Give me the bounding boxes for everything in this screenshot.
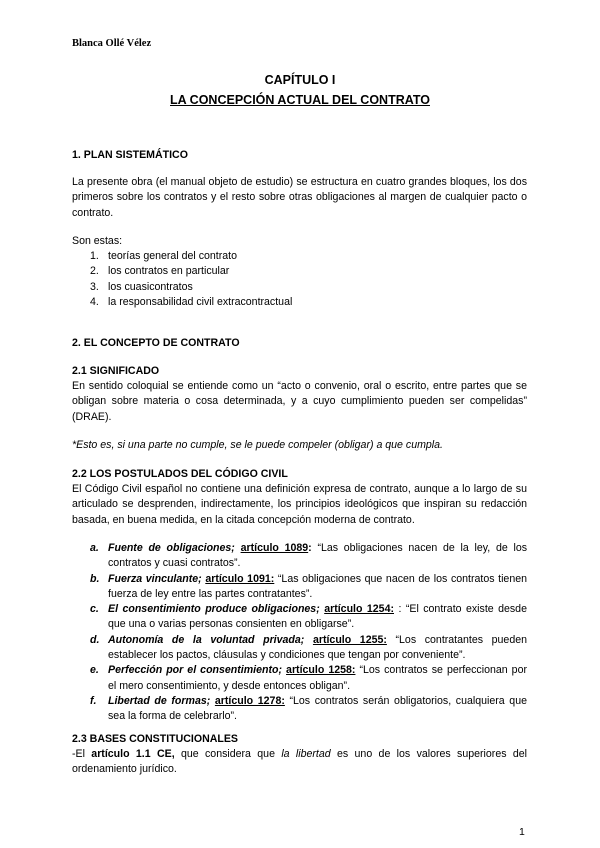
list-intro: Son estas: bbox=[72, 235, 123, 247]
note-text: *Esto es, si una parte no cumple, se le puede compeler (obligar) a que cumpla. bbox=[72, 439, 443, 451]
list-item: f. Libertad de formas; artículo 1278: “Los contratos serán obligatorios, cualquiera que sea la forma de celebrarlo”. bbox=[90, 694, 527, 723]
section-heading: 2. EL CONCEPTO DE CONTRATO bbox=[72, 337, 240, 349]
section-1 bbox=[72, 148, 527, 163]
article-ref: artículo 1258: bbox=[286, 664, 356, 677]
subsection-heading: 2.3 BASES CONSTITUCIONALES bbox=[72, 733, 238, 745]
postulates-list bbox=[90, 541, 527, 725]
subsection-paragraph: En sentido coloquial se entiende como un “acto o convenio, oral o escrito, entre partes que se obligan sobre materia o cosa determinada, y a cuyo cumplimiento pueden ser compelidas” (DRAE). bbox=[72, 380, 527, 423]
article-ref: artículo 1255: bbox=[312, 633, 387, 646]
subsection-heading: 2.1 SIGNIFICADO bbox=[72, 365, 160, 377]
list-item: 2. los contratos en particular bbox=[90, 265, 230, 278]
subsection-heading: 2.2 LOS POSTULADOS DEL CÓDIGO CIVIL bbox=[72, 468, 288, 480]
subsection-paragraph: -El artículo 1.1 CE, que considera que la libertad es uno de los valores superiores del ordenamiento jurídico. bbox=[72, 748, 528, 776]
plan-list bbox=[90, 249, 510, 310]
chapter-label: CAPÍTULO I bbox=[264, 73, 336, 87]
list-item: e. Perfección por el consentimiento; artículo 1258: “Los contratos se perfeccionan por el mero consentimiento, y desde entonces obligan”. bbox=[90, 664, 527, 692]
list-item: 4. la responsabilidad civil extracontractual bbox=[90, 295, 293, 308]
list-item: b. Fuerza vinculante; artículo 1091: “Las obligaciones que nacen de los contratos tienen fuerza de ley entre las partes contratantes”. bbox=[90, 572, 528, 600]
article-ref: artículo 1091: bbox=[205, 572, 275, 585]
list-item: c. El consentimiento produce obligaciones; artículo 1254: : “El contrato existe desde que una o varias personas consienten en obligarse”. bbox=[90, 603, 527, 631]
list-item: 1. teorías general del contrato bbox=[90, 250, 237, 262]
section-heading: 1. PLAN SISTEMÁTICO bbox=[72, 149, 188, 161]
list-item: d. Autonomía de la voluntad privada; artículo 1255: “Los contratantes pueden establecer los pactos, cláusulas y condiciones que tengan por conveniente”. bbox=[90, 633, 527, 662]
article-ref: artículo 1089 bbox=[240, 542, 309, 554]
list-item: 3. los cuasicontratos bbox=[90, 280, 193, 293]
section-1-paragraph: La presente obra (el manual objeto de estudio) se estructura en cuatro grandes bloques, los dos primeros sobre los contratos y el resto sobre otras obligaciones al margen de cualquier pacto o contrato. bbox=[72, 176, 527, 219]
article-ref: artículo 1254: bbox=[324, 603, 394, 616]
author-header: Blanca Ollé Vélez bbox=[72, 38, 152, 49]
list-item: a. Fuente de obligaciones; artículo 1089: “Las obligaciones nacen de la ley, de los contratos y cuasi contratos”. bbox=[90, 542, 528, 570]
page-number: 1 bbox=[519, 826, 525, 838]
article-ref: artículo 1.1 CE, bbox=[91, 748, 175, 760]
subsection-paragraph: El Código Civil español no contiene una definición expresa de contrato, aunque a lo largo de su articulado se desprenden, indirectamente, los principios ideológicos que inspiran su redacción basada, en buena medida, en la citada concepción moderna de contrato. bbox=[72, 483, 527, 526]
chapter-title: LA CONCEPCIÓN ACTUAL DEL CONTRATO bbox=[170, 93, 430, 107]
article-ref: artículo 1278: bbox=[214, 694, 285, 707]
